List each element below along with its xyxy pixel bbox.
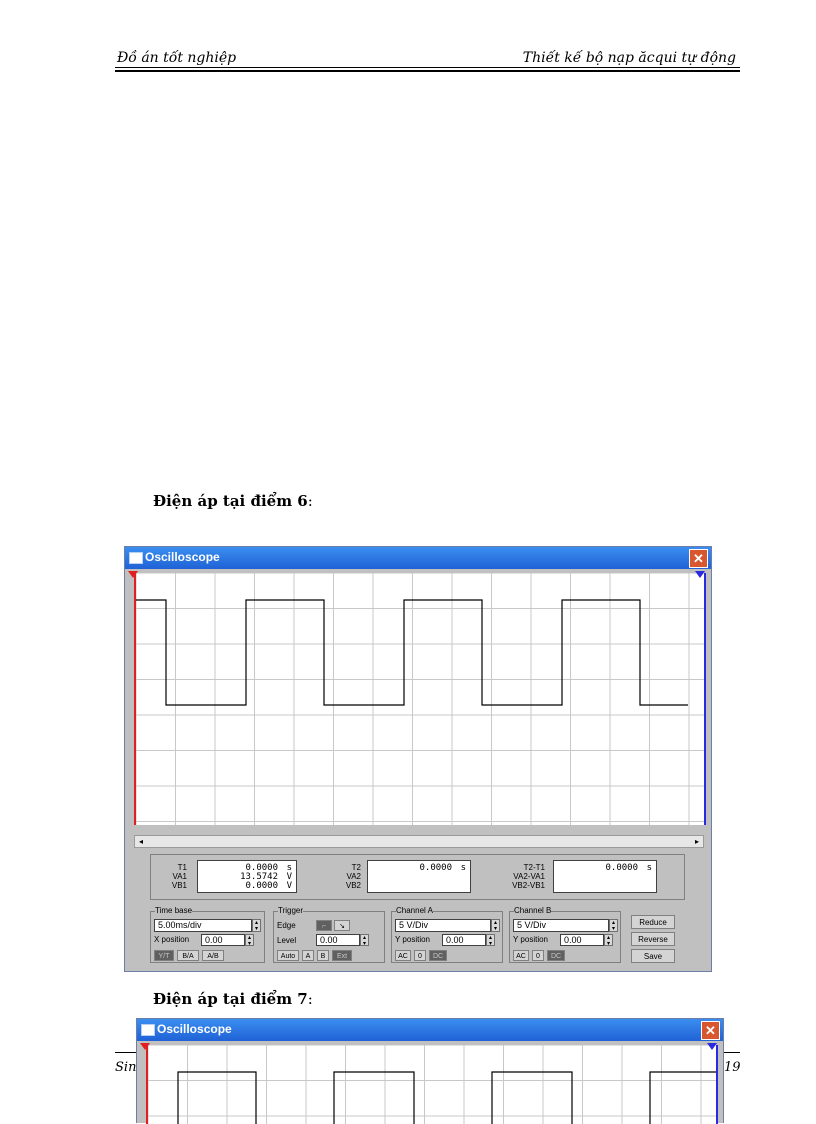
t2-t1-value: 0.0000 <box>605 863 638 873</box>
reverse-button[interactable]: Reverse <box>631 932 675 946</box>
channel-b-y-position-field[interactable]: 0.00 <box>560 934 604 946</box>
reduce-button[interactable]: Reduce <box>631 915 675 929</box>
vb1-value: 0.0000 <box>245 881 278 891</box>
header-rule-thick <box>115 70 740 72</box>
channel-a-spinner-icon[interactable]: ▴ ▾ <box>491 919 500 932</box>
horizontal-scrollbar[interactable] <box>134 835 704 848</box>
trigger-group <box>273 906 385 963</box>
channel-b-zero-button[interactable]: 0 <box>532 950 544 961</box>
trigger-a-button[interactable]: A <box>302 950 314 961</box>
level-spinner-icon[interactable]: ▴ ▾ <box>360 934 369 946</box>
vb1-label: VB1 <box>171 881 187 890</box>
close-icon[interactable]: ✕ <box>689 549 708 568</box>
t1-unit: s <box>286 863 292 873</box>
va2-label: VA2 <box>346 872 361 881</box>
header-left-title: Đồ án tốt nghiệp <box>117 50 237 66</box>
channel-b-ypos-spinner-icon[interactable]: ▴ ▾ <box>604 934 613 946</box>
channel-a-zero-button[interactable]: 0 <box>414 950 426 961</box>
cursor-2-handle[interactable] <box>695 571 705 578</box>
t1-value: 0.0000 <box>245 863 278 873</box>
mode-yt-button[interactable]: Y/T <box>154 950 174 961</box>
oscilloscope-screen <box>134 573 706 825</box>
t2-readout-box <box>367 860 471 893</box>
channel-b-label: Channel B <box>514 906 552 915</box>
va1-unit: V <box>286 872 292 882</box>
channel-b-y-position-label: Y position <box>513 935 548 944</box>
channel-b-dc-button[interactable]: DC <box>547 950 565 961</box>
t1-readout-box <box>197 860 297 893</box>
window-title: Oscilloscope <box>145 550 220 564</box>
channel-a-y-position-field[interactable]: 0.00 <box>442 934 486 946</box>
cursor-2-handle-2[interactable] <box>707 1043 717 1050</box>
vb2-vb1-label: VB2-VB1 <box>512 881 545 890</box>
footer-page-number: 19 <box>724 1060 741 1075</box>
channel-a-dc-button[interactable]: DC <box>429 950 447 961</box>
trigger-level-field[interactable]: 0.00 <box>316 934 360 946</box>
va1-value: 13.5742 <box>240 872 278 882</box>
oscilloscope-title-bar[interactable] <box>125 547 711 569</box>
header-right-title: Thiết kế bộ nạp ăcqui tự động <box>522 50 736 66</box>
readout-panel <box>150 854 685 900</box>
waveform-display <box>136 573 704 825</box>
caption-point-6: Điện áp tại điểm 6: <box>153 492 313 510</box>
caption-point-7-text: Điện áp tại điểm 7 <box>153 990 308 1008</box>
scroll-left-icon[interactable]: ◂ <box>138 837 143 846</box>
trigger-auto-button[interactable]: Auto <box>277 950 299 961</box>
edge-label: Edge <box>277 921 296 930</box>
page-header <box>115 48 740 68</box>
channel-a-ac-button[interactable]: AC <box>395 950 411 961</box>
level-label: Level <box>277 936 297 945</box>
vb2-label: VB2 <box>345 881 361 890</box>
va2-va1-label: VA2-VA1 <box>513 872 545 881</box>
channel-b-group <box>509 906 621 963</box>
oscilloscope-title-bar-2[interactable] <box>137 1019 723 1041</box>
t2-label: T2 <box>351 863 361 872</box>
cursor-1-handle-2[interactable] <box>140 1043 150 1050</box>
footer-left-text: Sin <box>115 1060 137 1075</box>
t2-t1-unit: s <box>646 863 652 873</box>
channel-a-ypos-spinner-icon[interactable]: ▴ ▾ <box>486 934 495 946</box>
x-position-label: X position <box>154 935 190 944</box>
timebase-group <box>150 906 265 963</box>
x-position-field[interactable]: 0.00 <box>201 934 245 946</box>
channel-a-y-position-label: Y position <box>395 935 430 944</box>
save-button[interactable]: Save <box>631 949 675 963</box>
close-icon-2[interactable]: ✕ <box>701 1021 720 1040</box>
vb1-unit: V <box>286 881 292 891</box>
rising-edge-icon[interactable]: ⌐ <box>316 920 332 931</box>
t2-t1-readout-box <box>553 860 657 893</box>
t2-unit: s <box>460 863 466 873</box>
oscilloscope-window-1 <box>124 546 712 972</box>
caption-point-7: Điện áp tại điểm 7: <box>153 990 313 1008</box>
channel-a-group <box>391 906 503 963</box>
timebase-label: Time base <box>155 906 193 915</box>
falling-edge-icon[interactable]: ↘ <box>334 920 350 931</box>
window-icon <box>129 552 143 564</box>
oscilloscope-window-2 <box>136 1018 724 1123</box>
channel-a-scale-select[interactable]: 5 V/Div <box>395 919 491 932</box>
trigger-ext-button[interactable]: Ext <box>332 950 352 961</box>
window-icon-2 <box>141 1024 155 1036</box>
oscilloscope-screen-2 <box>146 1045 718 1124</box>
t2-t1-label: T2-T1 <box>523 863 545 872</box>
scroll-right-icon[interactable]: ▸ <box>694 837 699 846</box>
t1-label: T1 <box>177 863 187 872</box>
trigger-b-button[interactable]: B <box>317 950 329 961</box>
va1-label: VA1 <box>172 872 187 881</box>
mode-ab-button[interactable]: A/B <box>202 950 224 961</box>
t2-value: 0.0000 <box>419 863 452 873</box>
caption-point-6-text: Điện áp tại điểm 6 <box>153 492 308 510</box>
timebase-select[interactable]: 5.00ms/div <box>154 919 252 932</box>
channel-b-spinner-icon[interactable]: ▴ ▾ <box>609 919 618 932</box>
cursor-1-handle[interactable] <box>128 571 138 578</box>
waveform-display-2 <box>148 1045 716 1124</box>
mode-ba-button[interactable]: B/A <box>177 950 199 961</box>
header-rule <box>115 67 740 68</box>
channel-b-scale-select[interactable]: 5 V/Div <box>513 919 609 932</box>
channel-a-label: Channel A <box>396 906 433 915</box>
timebase-spinner-icon[interactable]: ▴ ▾ <box>252 919 261 932</box>
window-title-2: Oscilloscope <box>157 1022 232 1036</box>
trigger-label: Trigger <box>278 906 304 915</box>
x-position-spinner-icon[interactable]: ▴ ▾ <box>245 934 254 946</box>
channel-b-ac-button[interactable]: AC <box>513 950 529 961</box>
